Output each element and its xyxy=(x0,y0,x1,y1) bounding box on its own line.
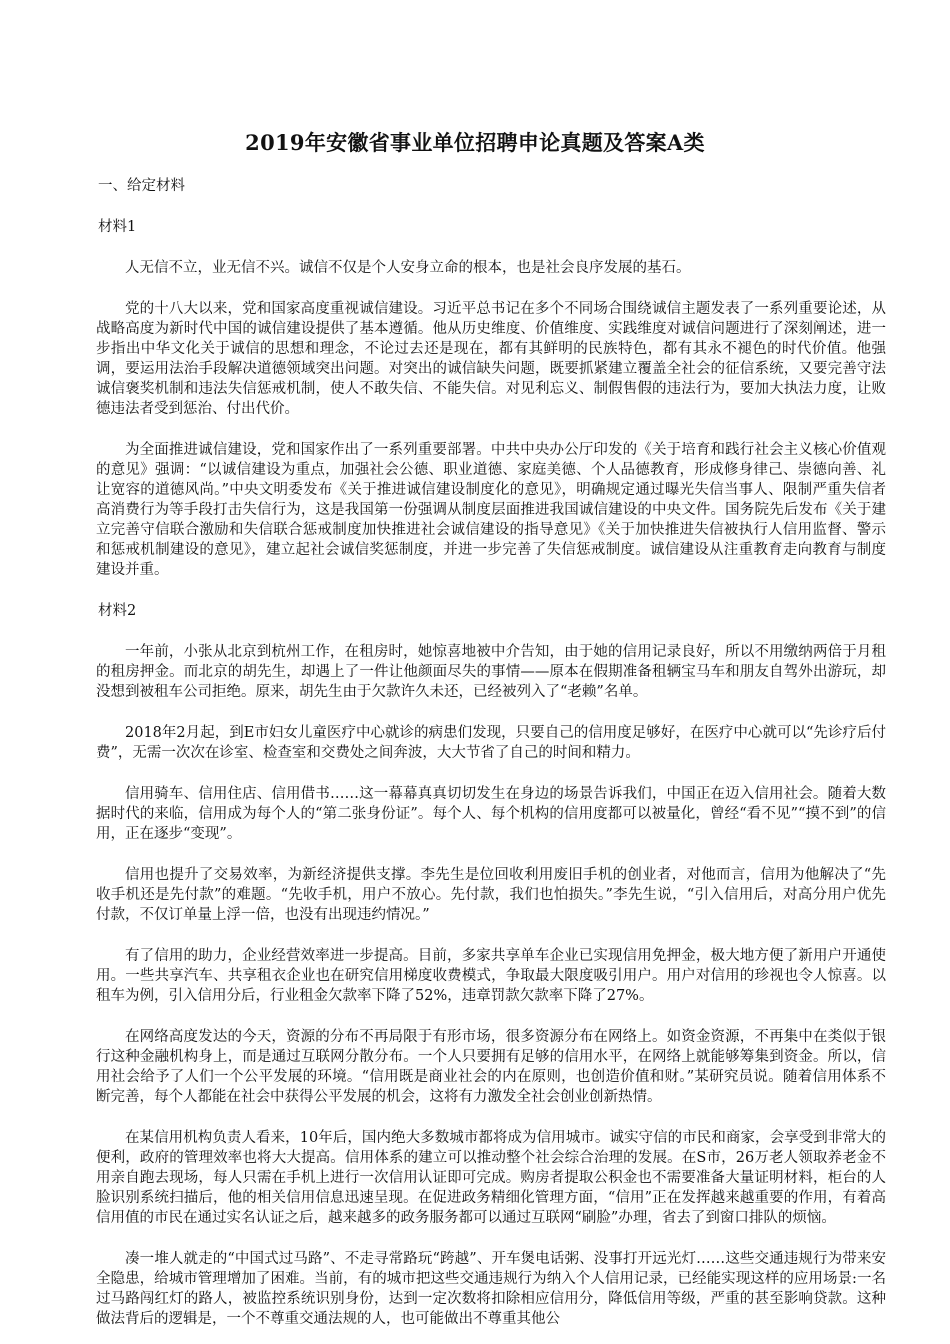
paragraph: 2018年2月起，到E市妇女儿童医疗中心就诊的病患们发现，只要自己的信用度足够好，在医疗中心就可以“先诊疗后付费”，无需一次次在诊室、检查室和交费处之间奔波，大大节省了自己的时间和精力。 xyxy=(96,725,886,761)
paragraph: 党的十八大以来，党和国家高度重视诚信建设。习近平总书记在多个不同场合围绕诚信主题发表了一系列重要论述，从战略高度为新时代中国的诚信建设提供了基本遵循。他从历史维度、价值维度、实践维度对诚信问题进行了深刻阐述，进一步指出中华文化关于诚信的思想和理念，不论过去还是现在，都有其鲜明的民族特色，都有其永不褪色的时代价值。他强调，要运用法治手段解决道德领域突出问题。对突出的诚信缺失问题，既要抓紧建立覆盖全社会的征信系统，又要完善守法诚信褒奖机制和违法失信惩戒机制，使人不敢失信、不能失信。对见利忘义、制假售假的违法行为，要加大执法力度，让败德违法者受到惩治、付出代价。 xyxy=(96,301,886,417)
paragraph: 为全面推进诚信建设，党和国家作出了一系列重要部署。中共中央办公厅印发的《关于培育和践行社会主义核心价值观的意见》强调：“以诚信建设为重点，加强社会公德、职业道德、家庭美德、个人品德教育，形成修身律己、崇德向善、礼让宽容的道德风尚。”中央文明委发布《关于推进诚信建设制度化的意见》，明确规定通过曝光失信当事人、限制严重失信者高消费行为等手段打击失信行为，这是我国第一份强调从制度层面推进我国诚信建设的中央文件。国务院先后发布《关于建立完善守信联合激励和失信联合惩戒制度加快推进社会诚信建设的指导意见》《关于加快推进失信被执行人信用监督、警示和惩戒机制建设的意见》，建立起社会诚信奖惩制度，并进一步完善了失信惩戒制度。诚信建设从注重教育走向教育与制度建设并重。 xyxy=(96,442,886,578)
paragraph: 凑一堆人就走的“中国式过马路”、不走寻常路玩“跨越”、开车煲电话粥、没事打开远光灯……这些交通违规行为带来安全隐患，给城市管理增加了困难。当前，有的城市把这些交通违规行为纳入个人信用记录，已经能实现这样的应用场景:一名过马路闯红灯的路人，被监控系统识别身份，达到一定次数将扣除相应信用分，降低信用等级，严重的甚至影响贷款。这种做法背后的逻辑是，一个不尊重交通法规的人，也可能做出不尊重其他公 xyxy=(96,1251,886,1327)
document-title: 2019年安徽省事业单位招聘申论真题及答案A类 xyxy=(245,130,705,155)
paragraph: 一年前，小张从北京到杭州工作，在租房时，她惊喜地被中介告知，由于她的信用记录良好，所以不用缴纳两倍于月租的租房押金。而北京的胡先生，却遇上了一件让他颜面尽失的事情——原本在假期准备租辆宝马车和朋友自驾外出游玩，却没想到被租车公司拒绝。原来，胡先生由于欠款许久未还，已经被列入了“老赖”名单。 xyxy=(96,644,886,700)
material-2-label: 材料2 xyxy=(98,603,137,619)
paragraph: 信用也提升了交易效率，为新经济提供支撑。李先生是位回收利用废旧手机的创业者，对他而言，信用为他解决了“先收手机还是先付款”的难题。“先收手机，用户不放心。先付款，我们也怕损失。”李先生说，“引入信用后，对高分用户优先付款，不仅订单量上浮一倍，也没有出现违约情况。” xyxy=(96,867,886,923)
material-1-label: 材料1 xyxy=(98,219,137,235)
section-heading: 一、给定材料 xyxy=(98,178,185,194)
document-body xyxy=(96,176,886,1344)
paragraph: 在网络高度发达的今天，资源的分布不再局限于有形市场，很多资源分布在网络上。如资金资源，不再集中在类似于银行这种金融机构身上，而是通过互联网分散分布。一个人只要拥有足够的信用水平，在网络上就能够筹集到资金。所以，信用社会给予了人们一个公平发展的环境。“信用既是商业社会的内在原则，也创造价值和财。”某研究员说。随着信用体系不断完善，每个人都能在社会中获得公平发展的机会，这将有力激发全社会创业创新热情。 xyxy=(96,1029,886,1105)
paragraph: 人无信不立，业无信不兴。诚信不仅是个人安身立命的根本，也是社会良序发展的基石。 xyxy=(125,260,691,276)
paragraph: 有了信用的助力，企业经营效率进一步提高。目前，多家共享单车企业已实现信用免押金，极大地方便了新用户开通使用。一些共享汽车、共享租衣企业也在研究信用梯度收费模式，争取最大限度吸引用户。用户对信用的珍视也令人惊喜。以租车为例，引入信用分后，行业租金欠款率下降了52%，违章罚款欠款率下降了27%。 xyxy=(96,948,886,1004)
paragraph: 在某信用机构负责人看来，10年后，国内绝大多数城市都将成为信用城市。诚实守信的市民和商家，会享受到非常大的便利，政府的管理效率也将大大提高。信用体系的建立可以推动整个社会综合治理的发展。在S市，26万老人领取养老金不用亲自跑去现场，每人只需在手机上进行一次信用认证即可完成。购房者提取公积金也不需要准备大量证明材料，柜台的人脸识别系统扫描后，他的相关信用信息迅速呈现。在促进政务精细化管理方面，“信用”正在发挥越来越重要的作用，有着高信用值的市民在通过实名认证之后，越来越多的政务服务都可以通过互联网“刷脸”办理，省去了到窗口排队的烦恼。 xyxy=(96,1130,886,1226)
paragraph: 信用骑车、信用住店、信用借书……这一幕幕真真切切发生在身边的场景告诉我们，中国正在迈入信用社会。随着大数据时代的来临，信用成为每个人的“第二张身份证”。每个人、每个机构的信用度都可以被量化，曾经“看不见”“摸不到”的信用，正在逐步“变现”。 xyxy=(96,786,886,842)
